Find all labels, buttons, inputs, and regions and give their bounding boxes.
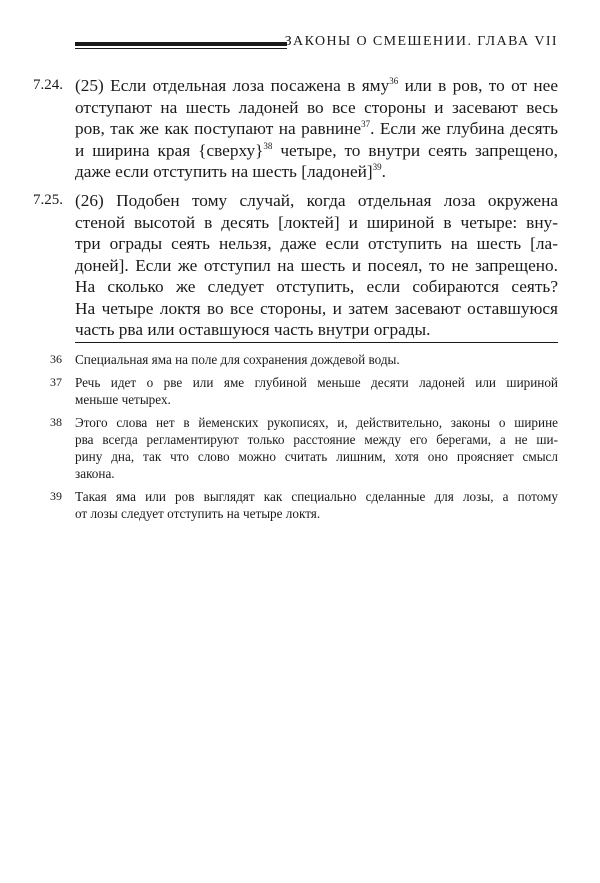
footnote-line: Такая яма или ров выглядят как специально сделанные для лозы, а потому xyxy=(75,489,558,504)
paragraph-line: стеной высотой в десять [локтей] и шириной в четыре: вну- xyxy=(75,212,558,232)
paragraph-line: ров, так же как поступают на равнине$^{37}$. Если же глубина десять xyxy=(75,119,558,138)
paragraph-line: (26) Подобен тому случай, когда отдельная лоза окружена xyxy=(75,191,558,210)
paragraph-7-25 xyxy=(33,190,558,341)
footnote-37 xyxy=(50,374,558,408)
header-title: ЗАКОНЫ О СМЕШЕНИИ. ГЛАВА VII xyxy=(284,34,558,49)
paragraph-line: На сколько же следует отступить, если собираются сеять? xyxy=(75,277,558,296)
footnote-39 xyxy=(50,488,558,522)
footnote-36 xyxy=(50,351,558,368)
footnote-ref: 38 xyxy=(263,140,273,151)
footnote-separator xyxy=(75,342,558,343)
footnote-number: 38 xyxy=(50,415,62,429)
header-rule xyxy=(75,42,287,49)
footnote-line: меньше четырех. xyxy=(75,392,171,407)
footnote-line: рину дна, так что слово можно считать лишним, хотя оно проясняет смысл xyxy=(75,449,558,464)
footnote-number: 37 xyxy=(50,375,62,389)
footnote-line: Речь идет о рве или яме глубиной меньше десяти ладоней или шириной xyxy=(75,375,558,390)
header-rule-thin xyxy=(75,48,287,49)
paragraph-line: три ограды сеять нельзя, даже если отступить на шесть [ла- xyxy=(75,234,558,253)
footnote-line: рва всегда регламентируют только расстояние между его берегами, а не ши- xyxy=(75,432,558,447)
running-header xyxy=(75,34,558,54)
paragraph-line: даже если отступить на шесть [ладоней]$^{39}$. xyxy=(75,162,386,181)
paragraph-line: (25) Если отдельная лоза посажена в яму$^{36}$ или в ров, то от нее xyxy=(75,76,559,95)
footnote-line: Специальная яма на поле для сохранения дождевой воды. xyxy=(75,352,400,367)
paragraph-number: 7.25. xyxy=(33,192,63,208)
footnote-ref: 36 xyxy=(389,76,399,86)
footnote-38 xyxy=(50,414,558,482)
footnote-line: от лозы следует отступить на четыре локтя. xyxy=(75,506,321,521)
paragraph-number: 7.24. xyxy=(33,77,63,93)
header-rule-thick xyxy=(75,42,287,46)
footnote-ref: 39 xyxy=(372,162,382,172)
paragraph-7-24 xyxy=(33,75,559,183)
paragraph-line: На четыре локтя во все стороны, и затем засевают оставшуюся xyxy=(75,298,558,318)
paragraph-line: и ширина края {сверху}$^{38}$ четыре, то внутри сеять запрещено, xyxy=(75,140,558,160)
footnote-number: 39 xyxy=(50,489,62,503)
footnote-line: закона. xyxy=(75,466,115,481)
footnote-line: Этого слова нет в йеменских рукописях, и, действительно, законы о ширине xyxy=(75,415,558,430)
footnote-ref: 37 xyxy=(361,119,371,129)
paragraph-line: доней]. Если же отступил на шесть и посеял, то не запрещено. xyxy=(75,255,558,275)
paragraph-line: отступают на шесть ладоней во все стороны и засевают весь xyxy=(75,97,558,117)
paragraph-line: часть рва или оставшуюся часть внутри ограды. xyxy=(75,320,431,339)
footnote-number: 36 xyxy=(50,352,62,366)
